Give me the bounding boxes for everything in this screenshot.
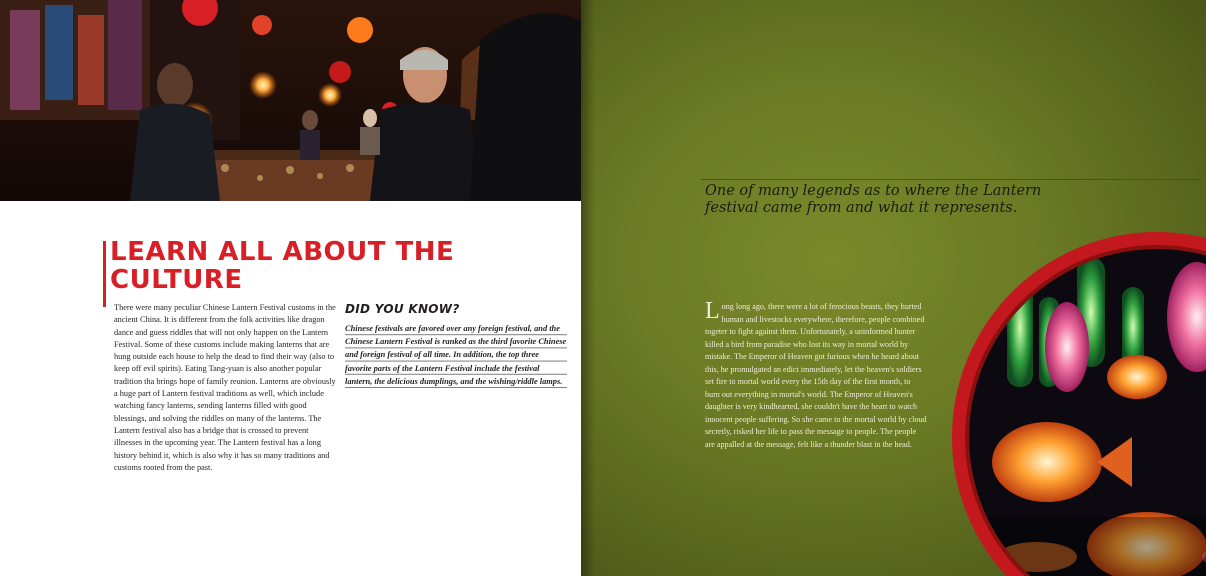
legend-story bbox=[705, 298, 927, 451]
right-page bbox=[581, 0, 1206, 576]
lantern-circle-photo bbox=[947, 227, 1206, 576]
headline-accent-bar bbox=[103, 241, 106, 307]
legend-dropcap: L bbox=[705, 298, 720, 324]
did-you-know-title: DID YOU KNOW? bbox=[345, 302, 460, 316]
legend-story-text: ong long ago, there were a lot of ferocious beasts, they hurted human and livestocks everywhere, therefore, people combined togeter to fight against them. Unfortunately, a uninformed hunter killed a bird from paradise who lost its way in mortal world by mistake. The Emperor of Heaven got furious when he heard about this, he promulgated an edict immediately, let the heaven's soldiers set fire to mortal world every the 15th day of the first month, to burn out everything in mortal's world. The Emperor of Heaven's daughter is very kindhearted, she couldn't have the heart to watch innocent people suffering. So she came to the mortal world by cloud secretly, risked her life to pass the message to people. The people are appalled at the message, felt like a thunder blast in the head. bbox=[705, 302, 927, 449]
article-body: There were many peculiar Chinese Lantern Festival customs in the ancient China. It is different from the folk activities like dragon dance and guess riddles that will not only happen on the Lantern Festival. Some of these customs include making lanterns that are hung outside each house to help the dead to find their way (also to keep off evil spirits). Eating Tang-yuan is also another popular tradition tha brings hope of family reunion. Lanterns are obviously a huge part of Lantern festival traditions as well, which include watching fancy lanterns, sending lanterns filled with good blessings, and solving the riddles on many of the lanterns. The Lantern festival also has a bridge that is crossed to prevent illnesses in the upcoming year. The Lantern festival has a long history behind it, which is also why it has so many traditions and customs rooted from the past. bbox=[114, 303, 336, 472]
left-page bbox=[0, 0, 581, 576]
gutter-shadow bbox=[581, 0, 595, 576]
night-market-photo bbox=[0, 0, 581, 201]
pull-quote-rule bbox=[701, 179, 1201, 180]
did-you-know-text: Chinese festivals are favored over any foreign festival, and the Chinese Lantern Festival is ranked as the third favorite Chinese and foreign festival of all time. In addition, the top three favorite parts of the Lantern Festival include the festival lantern, the delicious dumplings, and the wishing/riddle lamps. bbox=[345, 322, 567, 388]
pull-quote: One of many legends as to where the Lantern festival came from and what it represents. bbox=[705, 183, 1042, 216]
section-headline: LEARN ALL ABOUT THE CULTURE bbox=[110, 237, 455, 295]
